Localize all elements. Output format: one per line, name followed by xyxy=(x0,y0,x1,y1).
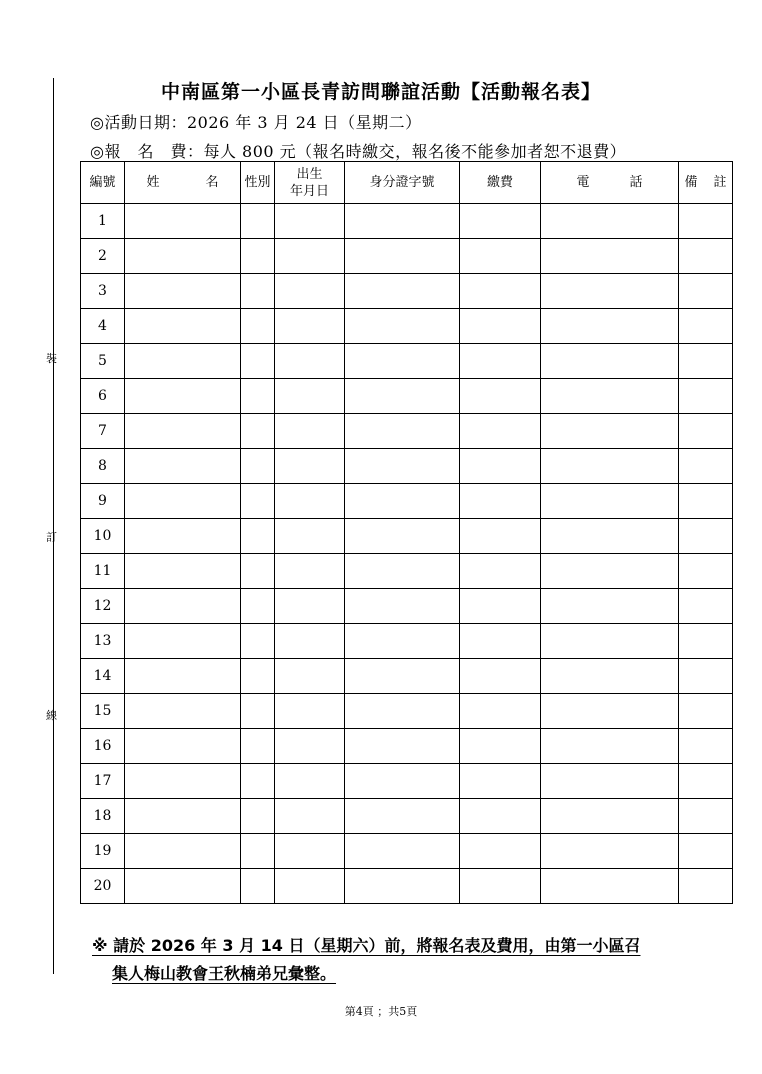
birth-cell[interactable] xyxy=(275,659,345,694)
table-row xyxy=(81,659,733,694)
header-phone xyxy=(541,162,679,204)
gender-cell[interactable] xyxy=(241,484,275,519)
name-cell[interactable] xyxy=(125,589,241,624)
gender-cell[interactable] xyxy=(241,519,275,554)
remark-cell[interactable] xyxy=(679,204,733,239)
gender-cell[interactable] xyxy=(241,309,275,344)
table-row xyxy=(81,624,733,659)
id-number-cell[interactable] xyxy=(345,449,460,484)
id-number-cell[interactable] xyxy=(345,834,460,869)
header-no: 編號 xyxy=(81,162,125,204)
birth-cell[interactable] xyxy=(275,449,345,484)
binding-char-zhuang: 裝 xyxy=(46,352,57,365)
registration-table xyxy=(80,161,733,904)
row-number: 4 xyxy=(81,309,125,344)
table-row xyxy=(81,764,733,799)
row-number: 10 xyxy=(81,519,125,554)
remark-cell[interactable] xyxy=(679,519,733,554)
row-number: 5 xyxy=(81,344,125,379)
remark-cell[interactable] xyxy=(679,589,733,624)
table-row xyxy=(81,799,733,834)
gender-cell[interactable] xyxy=(241,449,275,484)
fee-cell[interactable] xyxy=(460,834,541,869)
row-number: 7 xyxy=(81,414,125,449)
name-cell[interactable] xyxy=(125,449,241,484)
table-row xyxy=(81,729,733,764)
header-birth xyxy=(275,162,345,204)
header-name xyxy=(125,162,241,204)
gender-cell[interactable] xyxy=(241,344,275,379)
notice-line-2: 集人梅山教會王秋楠弟兄彙整。 xyxy=(112,964,337,983)
phone-cell[interactable] xyxy=(541,309,679,344)
fee-cell[interactable] xyxy=(460,414,541,449)
table-row xyxy=(81,204,733,239)
phone-cell[interactable] xyxy=(541,729,679,764)
header-remark-b: 註 xyxy=(713,175,727,190)
id-number-cell[interactable] xyxy=(345,729,460,764)
id-number-cell[interactable] xyxy=(345,239,460,274)
row-number: 13 xyxy=(81,624,125,659)
table-row xyxy=(81,344,733,379)
fee-cell[interactable] xyxy=(460,484,541,519)
remark-cell[interactable] xyxy=(679,554,733,589)
table-row xyxy=(81,449,733,484)
remark-cell[interactable] xyxy=(679,379,733,414)
gender-cell[interactable] xyxy=(241,554,275,589)
table-row xyxy=(81,239,733,274)
gender-cell[interactable] xyxy=(241,624,275,659)
name-cell[interactable] xyxy=(125,484,241,519)
name-cell[interactable] xyxy=(125,554,241,589)
gender-cell[interactable] xyxy=(241,239,275,274)
name-cell[interactable] xyxy=(125,834,241,869)
birth-cell[interactable] xyxy=(275,589,345,624)
phone-cell[interactable] xyxy=(541,519,679,554)
phone-cell[interactable] xyxy=(541,449,679,484)
phone-cell[interactable] xyxy=(541,799,679,834)
row-number: 17 xyxy=(81,764,125,799)
birth-cell[interactable] xyxy=(275,729,345,764)
phone-cell[interactable] xyxy=(541,869,679,904)
fee-cell[interactable] xyxy=(460,379,541,414)
phone-cell[interactable] xyxy=(541,764,679,799)
id-number-cell[interactable] xyxy=(345,764,460,799)
remark-cell[interactable] xyxy=(679,239,733,274)
header-gender: 性別 xyxy=(241,162,275,204)
gender-cell[interactable] xyxy=(241,834,275,869)
id-number-cell[interactable] xyxy=(345,799,460,834)
birth-cell[interactable] xyxy=(275,519,345,554)
id-number-cell[interactable] xyxy=(345,659,460,694)
phone-cell[interactable] xyxy=(541,379,679,414)
fee-cell[interactable] xyxy=(460,239,541,274)
gender-cell[interactable] xyxy=(241,729,275,764)
fee-cell[interactable] xyxy=(460,869,541,904)
page-footer: 第4頁 ；共5頁 xyxy=(344,1005,418,1018)
row-number: 12 xyxy=(81,589,125,624)
name-cell[interactable] xyxy=(125,659,241,694)
name-cell[interactable] xyxy=(125,414,241,449)
fee-cell[interactable] xyxy=(460,554,541,589)
remark-cell[interactable] xyxy=(679,799,733,834)
header-fee: 繳費 xyxy=(460,162,541,204)
name-cell[interactable] xyxy=(125,274,241,309)
table-row xyxy=(81,519,733,554)
remark-cell[interactable] xyxy=(679,484,733,519)
birth-cell[interactable] xyxy=(275,484,345,519)
row-number: 15 xyxy=(81,694,125,729)
gender-cell[interactable] xyxy=(241,274,275,309)
id-number-cell[interactable] xyxy=(345,344,460,379)
table-row xyxy=(81,414,733,449)
name-cell[interactable] xyxy=(125,344,241,379)
id-number-cell[interactable] xyxy=(345,274,460,309)
name-cell[interactable] xyxy=(125,869,241,904)
birth-cell[interactable] xyxy=(275,694,345,729)
remark-cell[interactable] xyxy=(679,414,733,449)
birth-cell[interactable] xyxy=(275,379,345,414)
header-name-a: 姓 xyxy=(146,175,160,190)
phone-cell[interactable] xyxy=(541,414,679,449)
remark-cell[interactable] xyxy=(679,834,733,869)
row-number: 14 xyxy=(81,659,125,694)
id-number-cell[interactable] xyxy=(345,379,460,414)
row-number: 8 xyxy=(81,449,125,484)
phone-cell[interactable] xyxy=(541,274,679,309)
fee-cell[interactable] xyxy=(460,764,541,799)
header-remark-a: 備 xyxy=(684,175,698,190)
row-number: 3 xyxy=(81,274,125,309)
name-cell[interactable] xyxy=(125,239,241,274)
remark-cell[interactable] xyxy=(679,729,733,764)
remark-cell[interactable] xyxy=(679,659,733,694)
phone-cell[interactable] xyxy=(541,834,679,869)
fee-cell[interactable] xyxy=(460,659,541,694)
row-number: 20 xyxy=(81,869,125,904)
gender-cell[interactable] xyxy=(241,694,275,729)
birth-cell[interactable] xyxy=(275,554,345,589)
table-row xyxy=(81,379,733,414)
row-number: 9 xyxy=(81,484,125,519)
remark-cell[interactable] xyxy=(679,309,733,344)
remark-cell[interactable] xyxy=(679,624,733,659)
row-number: 11 xyxy=(81,554,125,589)
table-row xyxy=(81,589,733,624)
gender-cell[interactable] xyxy=(241,659,275,694)
header-phone-b: 話 xyxy=(629,175,643,190)
fee-cell[interactable] xyxy=(460,449,541,484)
header-id: 身分證字號 xyxy=(345,162,460,204)
phone-cell[interactable] xyxy=(541,484,679,519)
id-number-cell[interactable] xyxy=(345,589,460,624)
remark-cell[interactable] xyxy=(679,449,733,484)
name-cell[interactable] xyxy=(125,519,241,554)
table-row xyxy=(81,834,733,869)
table-row xyxy=(81,274,733,309)
registration-fee: ◎報 名 費：每人 800 元（報名時繳交，報名後不能參加者恕不退費） xyxy=(90,142,627,161)
birth-cell[interactable] xyxy=(275,239,345,274)
name-cell[interactable] xyxy=(125,204,241,239)
birth-cell[interactable] xyxy=(275,344,345,379)
id-number-cell[interactable] xyxy=(345,484,460,519)
phone-cell[interactable] xyxy=(541,589,679,624)
phone-cell[interactable] xyxy=(541,694,679,729)
birth-cell[interactable] xyxy=(275,274,345,309)
table-row xyxy=(81,554,733,589)
remark-cell[interactable] xyxy=(679,274,733,309)
row-number: 18 xyxy=(81,799,125,834)
phone-cell[interactable] xyxy=(541,624,679,659)
id-number-cell[interactable] xyxy=(345,554,460,589)
birth-cell[interactable] xyxy=(275,309,345,344)
gender-cell[interactable] xyxy=(241,414,275,449)
birth-cell[interactable] xyxy=(275,764,345,799)
phone-cell[interactable] xyxy=(541,204,679,239)
fee-cell[interactable] xyxy=(460,729,541,764)
header-phone-a: 電 xyxy=(576,175,590,190)
remark-cell[interactable] xyxy=(679,694,733,729)
row-number: 1 xyxy=(81,204,125,239)
header-row xyxy=(81,162,733,204)
phone-cell[interactable] xyxy=(541,344,679,379)
notice-line-1: ※ 請於 2026 年 3 月 14 日（星期六）前，將報名表及費用，由第一小區召 xyxy=(92,936,641,955)
birth-cell[interactable] xyxy=(275,624,345,659)
gender-cell[interactable] xyxy=(241,869,275,904)
table-row xyxy=(81,309,733,344)
gender-cell[interactable] xyxy=(241,589,275,624)
id-number-cell[interactable] xyxy=(345,309,460,344)
birth-cell[interactable] xyxy=(275,414,345,449)
fee-cell[interactable] xyxy=(460,624,541,659)
id-number-cell[interactable] xyxy=(345,694,460,729)
fee-cell[interactable] xyxy=(460,344,541,379)
fee-cell[interactable] xyxy=(460,519,541,554)
header-remark xyxy=(679,162,733,204)
id-number-cell[interactable] xyxy=(345,624,460,659)
table-row xyxy=(81,869,733,904)
binding-char-xian: 線 xyxy=(46,709,57,722)
birth-cell[interactable] xyxy=(275,799,345,834)
fee-cell[interactable] xyxy=(460,274,541,309)
binding-char-ding: 訂 xyxy=(46,531,57,544)
table-body xyxy=(81,204,733,904)
table-row xyxy=(81,694,733,729)
notice xyxy=(92,932,692,988)
row-number: 2 xyxy=(81,239,125,274)
id-number-cell[interactable] xyxy=(345,414,460,449)
activity-date: ◎活動日期：2026 年 3 月 24 日（星期二） xyxy=(90,113,422,132)
header-birth-top: 出生 xyxy=(296,166,323,182)
binding-line xyxy=(53,78,54,974)
id-number-cell[interactable] xyxy=(345,869,460,904)
name-cell[interactable] xyxy=(125,379,241,414)
id-number-cell[interactable] xyxy=(345,204,460,239)
table-row xyxy=(81,484,733,519)
fee-cell[interactable] xyxy=(460,694,541,729)
remark-cell[interactable] xyxy=(679,764,733,799)
birth-cell[interactable] xyxy=(275,204,345,239)
remark-cell[interactable] xyxy=(679,344,733,379)
fee-cell[interactable] xyxy=(460,589,541,624)
page-title: 中南區第一小區長青訪問聯誼活動【活動報名表】 xyxy=(160,81,601,103)
fee-cell[interactable] xyxy=(460,204,541,239)
name-cell[interactable] xyxy=(125,799,241,834)
header-name-b: 名 xyxy=(205,175,219,190)
name-cell[interactable] xyxy=(125,694,241,729)
gender-cell[interactable] xyxy=(241,204,275,239)
header-birth-bottom: 年月日 xyxy=(289,183,329,199)
name-cell[interactable] xyxy=(125,729,241,764)
phone-cell[interactable] xyxy=(541,239,679,274)
row-number: 6 xyxy=(81,379,125,414)
gender-cell[interactable] xyxy=(241,799,275,834)
gender-cell[interactable] xyxy=(241,379,275,414)
row-number: 16 xyxy=(81,729,125,764)
name-cell[interactable] xyxy=(125,309,241,344)
phone-cell[interactable] xyxy=(541,659,679,694)
name-cell[interactable] xyxy=(125,624,241,659)
gender-cell[interactable] xyxy=(241,764,275,799)
remark-cell[interactable] xyxy=(679,869,733,904)
row-number: 19 xyxy=(81,834,125,869)
fee-cell[interactable] xyxy=(460,799,541,834)
phone-cell[interactable] xyxy=(541,554,679,589)
birth-cell[interactable] xyxy=(275,869,345,904)
fee-cell[interactable] xyxy=(460,309,541,344)
birth-cell[interactable] xyxy=(275,834,345,869)
name-cell[interactable] xyxy=(125,764,241,799)
id-number-cell[interactable] xyxy=(345,519,460,554)
